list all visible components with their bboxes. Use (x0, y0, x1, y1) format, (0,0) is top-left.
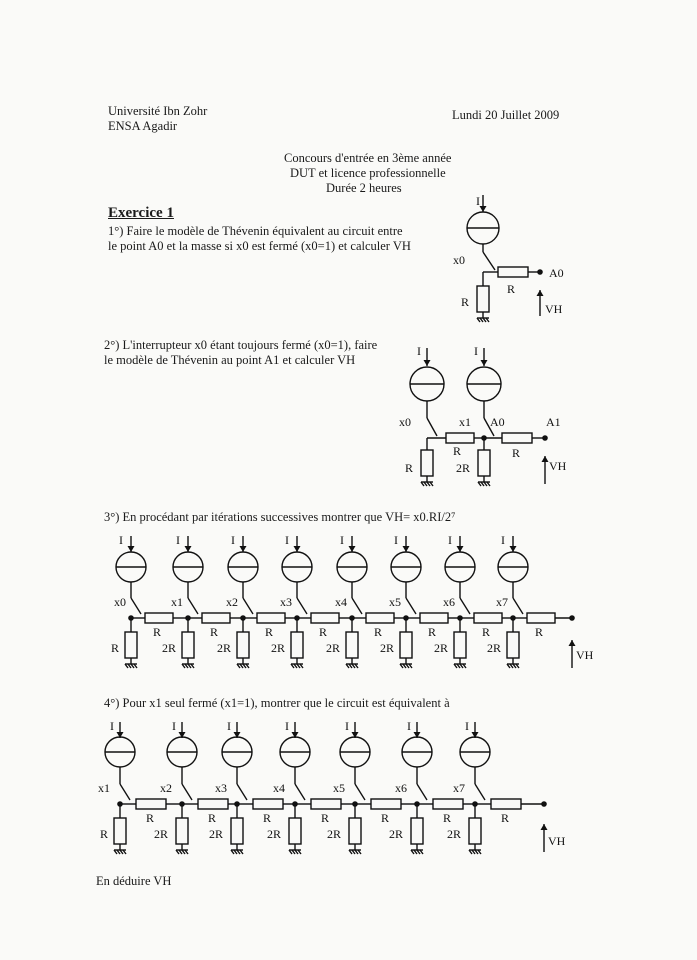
resistor (311, 613, 339, 623)
resistor-label: R (146, 811, 155, 825)
switch-label: x4 (335, 595, 347, 609)
current-arrow-head (185, 546, 192, 552)
switch-blade (483, 252, 495, 270)
current-arrow-head (481, 360, 488, 366)
current-arrow-head (403, 546, 410, 552)
resistor-label: 2R (267, 827, 282, 841)
resistor-label: R (405, 461, 414, 475)
current-label: I (340, 533, 344, 547)
current-label: I (407, 719, 411, 733)
resistor-label: 2R (389, 827, 404, 841)
switch-label: x6 (395, 781, 407, 795)
exam-line-2: DUT et licence professionnelle (290, 166, 446, 180)
resistor-label: 2R (271, 641, 286, 655)
exam-date: Lundi 20 Juillet 2009 (452, 108, 560, 122)
resistor (198, 799, 228, 809)
resistor (125, 632, 137, 658)
current-label: I (448, 533, 452, 547)
resistor-label: R (512, 446, 521, 460)
resistor (253, 799, 283, 809)
resistor (469, 818, 481, 844)
resistor-label: R (321, 811, 330, 825)
resistor (446, 433, 474, 443)
resistor-label: 2R (162, 641, 177, 655)
switch-blade (237, 784, 247, 800)
resistor-label: R (501, 811, 510, 825)
resistor-label: R (507, 282, 516, 296)
question-4: 4°) Pour x1 seul fermé (x1=1), montrer que le circuit est équivalent à (104, 696, 450, 710)
current-label: I (476, 194, 480, 208)
resistor-label: R (100, 827, 109, 841)
resistor-label: R (374, 625, 383, 639)
resistor (237, 632, 249, 658)
resistor-label: R (461, 295, 470, 309)
resistor (477, 286, 489, 312)
current-label: I (172, 719, 176, 733)
resistor (136, 799, 166, 809)
switch-blade (188, 598, 198, 614)
resistor-label: 2R (154, 827, 169, 841)
switch-blade (406, 598, 416, 614)
node-label: A0 (549, 266, 564, 280)
switch-blade (182, 784, 192, 800)
switch-label: x5 (389, 595, 401, 609)
vh-arrow-head (537, 290, 544, 296)
school-name: ENSA Agadir (108, 119, 178, 133)
switch-label: x2 (226, 595, 238, 609)
exam-line-1: Concours d'entrée en 3ème année (284, 151, 452, 165)
resistor-label: R (208, 811, 217, 825)
resistor (454, 632, 466, 658)
resistor (491, 799, 521, 809)
node-label: A1 (546, 415, 561, 429)
resistor-label: 2R (380, 641, 395, 655)
circuit-4 (98, 719, 566, 854)
resistor-label: 2R (487, 641, 502, 655)
switch-blade (417, 784, 427, 800)
resistor (507, 632, 519, 658)
current-label: I (465, 719, 469, 733)
current-arrow-head (349, 546, 356, 552)
vh-arrow-head (542, 456, 549, 462)
current-label: I (231, 533, 235, 547)
resistor-label: 2R (327, 827, 342, 841)
output-label: VH (548, 834, 566, 848)
resistor (176, 818, 188, 844)
junction-node (537, 269, 543, 275)
question-2-line-2: le modèle de Thévenin au point A1 et calculer VH (104, 353, 356, 367)
current-label: I (285, 533, 289, 547)
current-arrow-head (128, 546, 135, 552)
circuit-1 (453, 194, 564, 322)
resistor (349, 818, 361, 844)
switch-label: x0 (114, 595, 126, 609)
resistor-label: 2R (434, 641, 449, 655)
current-label: I (176, 533, 180, 547)
switch-label: x0 (399, 415, 411, 429)
resistor-label: R (381, 811, 390, 825)
current-arrow-head (240, 546, 247, 552)
output-label: VH (576, 648, 594, 662)
current-label: I (394, 533, 398, 547)
current-label: I (119, 533, 123, 547)
resistor (366, 613, 394, 623)
current-label: I (227, 719, 231, 733)
current-arrow-head (424, 360, 431, 366)
question-1-line-1: 1°) Faire le modèle de Thévenin équivalent au circuit entre (108, 224, 403, 238)
vh-arrow-head (569, 640, 576, 646)
switch-label: x3 (215, 781, 227, 795)
switch-label: x7 (453, 781, 465, 795)
resistor-label: 2R (209, 827, 224, 841)
circuit-3 (111, 533, 594, 668)
output-label: VH (545, 302, 563, 316)
resistor (433, 799, 463, 809)
current-label: I (285, 719, 289, 733)
resistor (527, 613, 555, 623)
resistor-label: R (453, 444, 462, 458)
resistor-label: R (111, 641, 120, 655)
switch-blade (460, 598, 470, 614)
switch-blade (295, 784, 305, 800)
switch-blade (297, 598, 307, 614)
resistor-label: R (153, 625, 162, 639)
resistor (498, 267, 528, 277)
switch-blade (475, 784, 485, 800)
switch-blade (513, 598, 523, 614)
question-1-line-2: le point A0 et la masse si x0 est fermé (x0=1) et calculer VH (108, 239, 411, 253)
switch-label: x0 (453, 253, 465, 267)
resistor (291, 632, 303, 658)
current-arrow-head (510, 546, 517, 552)
current-label: I (110, 719, 114, 733)
switch-blade (120, 784, 130, 800)
resistor (411, 818, 423, 844)
resistor (346, 632, 358, 658)
switch-label: x7 (496, 595, 508, 609)
circuit-2 (399, 344, 567, 486)
switch-blade (427, 418, 437, 436)
resistor-label: 2R (456, 461, 471, 475)
current-arrow-head (480, 206, 487, 212)
resistor-label: R (319, 625, 328, 639)
university-name: Université Ibn Zohr (108, 104, 208, 118)
junction-node (569, 615, 575, 621)
current-label: I (345, 719, 349, 733)
resistor (231, 818, 243, 844)
resistor-label: 2R (326, 641, 341, 655)
junction-node (542, 435, 548, 441)
switch-blade (243, 598, 253, 614)
resistor (114, 818, 126, 844)
resistor (502, 433, 532, 443)
switch-label: x5 (333, 781, 345, 795)
resistor-label: R (210, 625, 219, 639)
resistor (421, 450, 433, 476)
switch-blade (131, 598, 141, 614)
switch-label: x6 (443, 595, 455, 609)
resistor (257, 613, 285, 623)
switch-label: x1 (459, 415, 471, 429)
current-arrow-head (294, 546, 301, 552)
resistor-label: R (482, 625, 491, 639)
switch-label: x4 (273, 781, 285, 795)
exam-duration: Durée 2 heures (326, 181, 402, 195)
switch-label: x3 (280, 595, 292, 609)
resistor-label: R (428, 625, 437, 639)
resistor-label: 2R (217, 641, 232, 655)
resistor (289, 818, 301, 844)
exercise-title: Exercice 1 (108, 205, 174, 221)
resistor-label: R (263, 811, 272, 825)
current-label: I (501, 533, 505, 547)
resistor (400, 632, 412, 658)
node-label: A0 (490, 415, 505, 429)
switch-blade (355, 784, 365, 800)
resistor (420, 613, 448, 623)
current-label: I (474, 344, 478, 358)
question-3: 3°) En procédant par itérations successives montrer que VH= x0.RI/2⁷ (104, 510, 456, 524)
resistor (202, 613, 230, 623)
question-2-line-1: 2°) L'interrupteur x0 étant toujours fermé (x0=1), faire (104, 338, 378, 352)
resistor (474, 613, 502, 623)
output-label: VH (549, 459, 567, 473)
resistor (478, 450, 490, 476)
switch-label: x2 (160, 781, 172, 795)
switch-blade (352, 598, 362, 614)
conclusion-text: En déduire VH (96, 874, 172, 888)
switch-label: x1 (171, 595, 183, 609)
current-arrow-head (457, 546, 464, 552)
resistor-label: 2R (447, 827, 462, 841)
resistor (182, 632, 194, 658)
resistor (311, 799, 341, 809)
junction-node (541, 801, 547, 807)
resistor-label: R (265, 625, 274, 639)
resistor (145, 613, 173, 623)
switch-label: x1 (98, 781, 110, 795)
resistor (371, 799, 401, 809)
vh-arrow-head (541, 824, 548, 830)
resistor-label: R (443, 811, 452, 825)
current-label: I (417, 344, 421, 358)
resistor-label: R (535, 625, 544, 639)
